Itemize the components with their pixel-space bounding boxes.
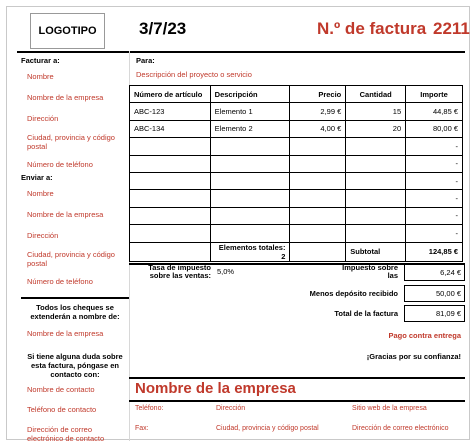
cell-item-number[interactable]: ABC-123: [130, 103, 211, 120]
contact-phone[interactable]: Teléfono de contacto: [27, 405, 97, 414]
items-table: [129, 85, 463, 262]
cell-description[interactable]: [210, 225, 290, 242]
cell-description[interactable]: [210, 155, 290, 172]
table-row: [130, 190, 463, 207]
table-row: [130, 207, 463, 224]
total-items: Elementos totales: 2: [210, 242, 290, 261]
col-price: Precio: [290, 86, 346, 103]
payment-terms[interactable]: Pago contra entrega: [388, 331, 461, 340]
ship-to-address[interactable]: Dirección: [27, 231, 59, 240]
cell-price[interactable]: [290, 172, 346, 189]
ship-to-section: [21, 173, 129, 286]
contact-email[interactable]: Dirección de correo electrónico de contacto: [27, 425, 105, 443]
table-row: [130, 225, 463, 242]
cell-item-number[interactable]: [130, 172, 211, 189]
table-row: [130, 103, 463, 120]
cell-item-number[interactable]: [130, 190, 211, 207]
cell-description[interactable]: [210, 207, 290, 224]
bill-to-city[interactable]: Ciudad, provincia y código postal: [27, 133, 115, 151]
cell-price[interactable]: [290, 138, 346, 155]
cell-quantity[interactable]: 20: [346, 120, 406, 137]
cell-amount: -: [406, 190, 463, 207]
invoice-number[interactable]: 2211: [433, 19, 470, 38]
footer-address[interactable]: Dirección: [216, 405, 246, 412]
cell-quantity[interactable]: 15: [346, 103, 406, 120]
table-row: [130, 138, 463, 155]
questions-text: Si tiene alguna duda sobre esta factura, póngase en contacto con:: [27, 352, 123, 379]
header-rule-right: [131, 51, 465, 53]
cell-price[interactable]: 4,00 €: [290, 120, 346, 137]
cell-description[interactable]: [210, 138, 290, 155]
ship-to-heading: Enviar a:: [21, 173, 53, 182]
footer-email[interactable]: Dirección de correo electrónico: [352, 425, 449, 432]
bill-to-address[interactable]: Dirección: [27, 114, 59, 123]
col-description: Descripción: [210, 86, 290, 103]
tax-rate-label: Tasa de impuesto sobre las ventas:: [148, 263, 211, 280]
for-description[interactable]: Descripción del proyecto o servicio: [136, 70, 252, 79]
total-value: 81,09 €: [435, 309, 461, 318]
footer-company-name[interactable]: Nombre de la empresa: [135, 380, 296, 397]
ship-to-phone[interactable]: Número de teléfono: [27, 277, 93, 286]
cell-price[interactable]: [290, 155, 346, 172]
bill-to-company[interactable]: Nombre de la empresa: [27, 93, 104, 102]
cell-amount: -: [406, 225, 463, 242]
checks-company[interactable]: Nombre de la empresa: [27, 329, 104, 338]
col-amount: Importe: [406, 86, 463, 103]
cell-quantity[interactable]: [346, 172, 406, 189]
questions-section: [21, 352, 129, 443]
cell-amount: -: [406, 172, 463, 189]
cell-description[interactable]: Elemento 2: [210, 120, 290, 137]
footer-fax-label: Fax:: [135, 425, 149, 432]
table-row: [130, 155, 463, 172]
thank-you-note[interactable]: ¡Gracias por su confianza!: [366, 352, 461, 361]
cell-item-number[interactable]: [130, 155, 211, 172]
ship-to-city[interactable]: Ciudad, provincia y código postal: [27, 250, 115, 268]
invoice-date[interactable]: 3/7/23: [139, 19, 187, 38]
cell-amount: -: [406, 138, 463, 155]
table-header-row: [130, 86, 463, 103]
invoice-number-label: N.º de factura: [317, 19, 427, 38]
checks-text: Todos los cheques se extenderán a nombre de:: [30, 303, 120, 321]
total-label: Total de la factura: [334, 309, 398, 318]
tax-rate-value[interactable]: 5,0%: [217, 267, 235, 276]
subtotal-label: Subtotal: [346, 242, 406, 261]
cell-quantity[interactable]: [346, 138, 406, 155]
cell-amount: 44,85 €: [406, 103, 463, 120]
deposit-value[interactable]: 50,00 €: [435, 289, 461, 298]
cell-amount: -: [406, 155, 463, 172]
logo-placeholder[interactable]: LOGOTIPO: [30, 13, 105, 49]
cell-item-number[interactable]: [130, 138, 211, 155]
for-label: Para:: [136, 56, 155, 65]
cell-amount: -: [406, 207, 463, 224]
tax-label: Impuesto sobre las: [342, 263, 398, 280]
footer-city[interactable]: Ciudad, provincia y código postal: [216, 425, 319, 432]
col-quantity: Cantidad: [346, 86, 406, 103]
footer-phone-label: Teléfono:: [135, 405, 164, 412]
totals-empty: [290, 242, 346, 261]
footer-website[interactable]: Sitio web de la empresa: [352, 405, 427, 412]
footer-rule: [129, 377, 465, 379]
invoice-page: [6, 6, 470, 443]
cell-quantity[interactable]: [346, 190, 406, 207]
cell-price[interactable]: 2,99 €: [290, 103, 346, 120]
cell-description[interactable]: [210, 172, 290, 189]
header-rule-left: [17, 51, 131, 53]
cell-item-number[interactable]: [130, 207, 211, 224]
cell-price[interactable]: [290, 190, 346, 207]
left-rule-1: [21, 297, 129, 299]
bill-to-heading: Facturar a:: [21, 56, 60, 65]
table-totals-row: [130, 242, 463, 261]
subtotal-value: 124,85 €: [406, 242, 463, 261]
footer-rule-2: [129, 400, 465, 402]
bill-to-section: [21, 56, 129, 169]
cell-amount: 80,00 €: [406, 120, 463, 137]
cell-quantity[interactable]: [346, 207, 406, 224]
table-row: [130, 120, 463, 137]
cell-item-number[interactable]: ABC-134: [130, 120, 211, 137]
checks-section: [21, 303, 129, 338]
cell-quantity[interactable]: [346, 225, 406, 242]
totals-empty: [130, 242, 211, 261]
cell-description[interactable]: Elemento 1: [210, 103, 290, 120]
cell-quantity[interactable]: [346, 155, 406, 172]
ship-to-name[interactable]: Nombre: [27, 189, 54, 198]
cell-price[interactable]: [290, 225, 346, 242]
cell-description[interactable]: [210, 190, 290, 207]
tax-value: 6,24 €: [440, 268, 461, 277]
cell-price[interactable]: [290, 207, 346, 224]
cell-item-number[interactable]: [130, 225, 211, 242]
contact-name[interactable]: Nombre de contacto: [27, 385, 95, 394]
bill-to-phone[interactable]: Número de teléfono: [27, 160, 93, 169]
deposit-label: Menos depósito recibido: [309, 289, 398, 298]
col-item-number: Número de artículo: [130, 86, 211, 103]
ship-to-company[interactable]: Nombre de la empresa: [27, 210, 104, 219]
table-row: [130, 172, 463, 189]
bill-to-name[interactable]: Nombre: [27, 72, 54, 81]
